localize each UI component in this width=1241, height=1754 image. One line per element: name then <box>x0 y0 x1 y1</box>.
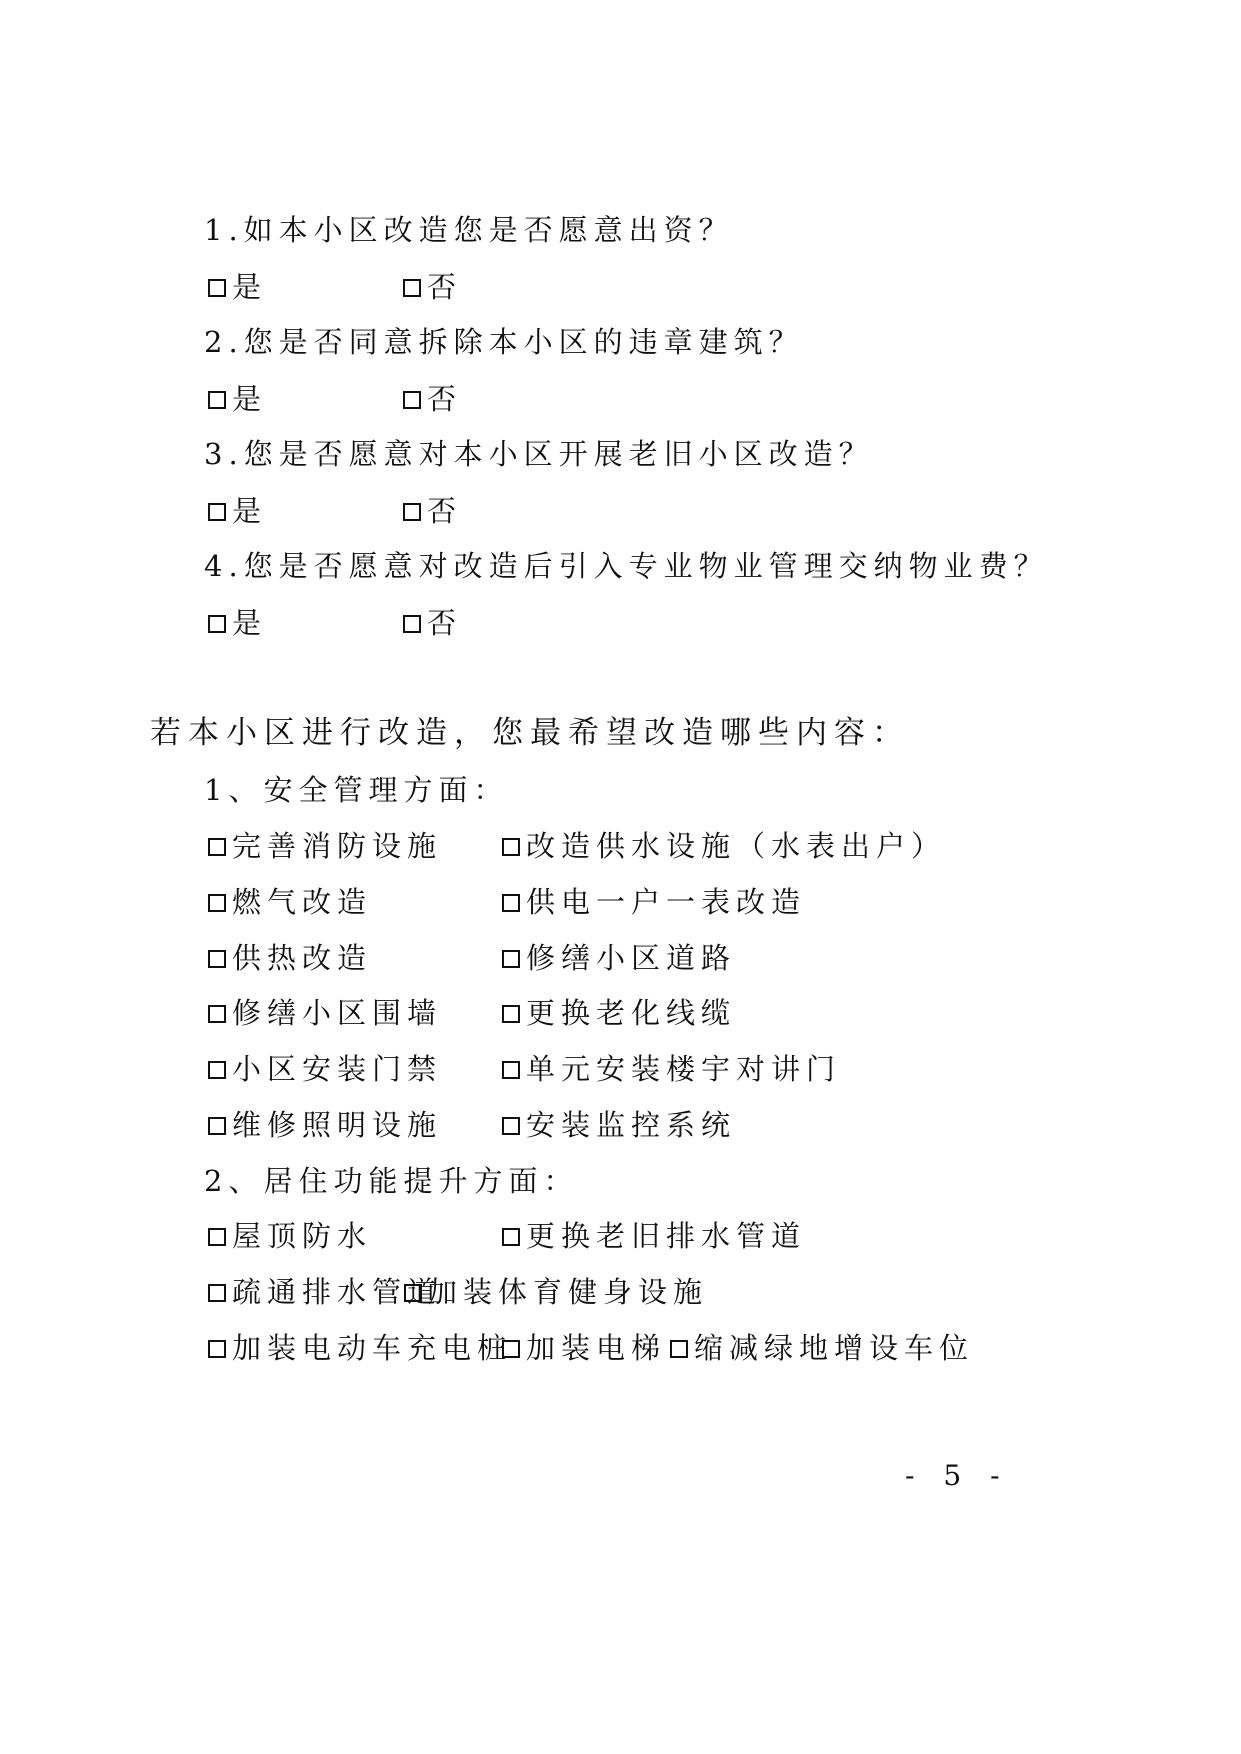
safety-option[interactable] <box>208 1052 443 1086</box>
option-label: 否 <box>427 494 463 528</box>
living-option[interactable] <box>670 1331 975 1365</box>
checkbox-icon[interactable] <box>502 894 520 912</box>
checkbox-icon[interactable] <box>502 1061 520 1079</box>
living-option[interactable] <box>208 1219 373 1253</box>
safety-option[interactable] <box>502 996 737 1030</box>
safety-option[interactable] <box>208 885 373 919</box>
q2-no-option[interactable] <box>403 382 463 416</box>
checkbox-icon[interactable] <box>502 950 520 968</box>
option-label: 维修照明设施 <box>232 1108 443 1142</box>
q1-yes-option[interactable] <box>208 270 268 304</box>
checkbox-icon[interactable] <box>208 503 226 521</box>
safety-option[interactable] <box>502 941 737 975</box>
option-label: 小区安装门禁 <box>232 1052 443 1086</box>
living-option[interactable] <box>502 1219 807 1253</box>
q3-yes-option[interactable] <box>208 494 268 528</box>
question-4: 4.您是否愿意对改造后引入专业物业管理交纳物业费？ <box>204 549 1049 583</box>
q1-no-option[interactable] <box>403 270 463 304</box>
checkbox-icon[interactable] <box>502 838 520 856</box>
living-option[interactable] <box>502 1331 667 1365</box>
safety-option[interactable] <box>208 996 443 1030</box>
q3-no-option[interactable] <box>403 494 463 528</box>
checkbox-icon[interactable] <box>502 1005 520 1023</box>
checkbox-icon[interactable] <box>208 838 226 856</box>
safety-option[interactable] <box>502 1052 842 1086</box>
checkbox-icon[interactable] <box>502 1228 520 1246</box>
checkbox-icon[interactable] <box>670 1340 688 1358</box>
checkbox-icon[interactable] <box>208 1117 226 1135</box>
safety-option[interactable] <box>502 885 807 919</box>
checkbox-icon[interactable] <box>502 1340 520 1358</box>
option-label: 否 <box>427 382 463 416</box>
checkbox-icon[interactable] <box>403 279 421 297</box>
checkbox-icon[interactable] <box>208 950 226 968</box>
option-label: 修缮小区围墙 <box>232 996 443 1030</box>
option-label: 完善消防设施 <box>232 829 443 863</box>
option-label: 缩减绿地增设车位 <box>694 1331 975 1365</box>
question-2: 2.您是否同意拆除本小区的违章建筑？ <box>204 325 804 359</box>
option-label: 是 <box>232 606 268 640</box>
option-label: 修缮小区道路 <box>526 941 737 975</box>
option-label: 否 <box>427 606 463 640</box>
option-label: 供热改造 <box>232 941 373 975</box>
safety-option[interactable] <box>502 829 947 863</box>
safety-option[interactable] <box>208 1108 443 1142</box>
checkbox-icon[interactable] <box>404 1284 422 1302</box>
checkbox-icon[interactable] <box>403 615 421 633</box>
option-label: 更换老旧排水管道 <box>526 1219 807 1253</box>
checkbox-icon[interactable] <box>208 1061 226 1079</box>
q4-yes-option[interactable] <box>208 606 268 640</box>
option-label: 是 <box>232 494 268 528</box>
option-label: 改造供水设施（水表出户） <box>526 829 947 863</box>
checkbox-icon[interactable] <box>403 503 421 521</box>
option-label: 燃气改造 <box>232 885 373 919</box>
checkbox-icon[interactable] <box>208 1284 226 1302</box>
checkbox-icon[interactable] <box>208 1005 226 1023</box>
checkbox-icon[interactable] <box>208 894 226 912</box>
safety-option[interactable] <box>502 1108 737 1142</box>
safety-option[interactable] <box>208 829 443 863</box>
question-3: 3.您是否愿意对本小区开展老旧小区改造？ <box>204 437 874 471</box>
option-label: 否 <box>427 270 463 304</box>
option-label: 加装体育健身设施 <box>428 1275 709 1309</box>
living-option[interactable] <box>404 1275 709 1309</box>
option-label: 是 <box>232 382 268 416</box>
option-label: 加装电梯 <box>526 1331 667 1365</box>
living-title: 2、居住功能提升方面： <box>204 1164 579 1198</box>
question-1: 1.如本小区改造您是否愿意出资？ <box>204 213 734 247</box>
option-label: 安装监控系统 <box>526 1108 737 1142</box>
checkbox-icon[interactable] <box>208 391 226 409</box>
checkbox-icon[interactable] <box>208 1228 226 1246</box>
checkbox-icon[interactable] <box>208 1340 226 1358</box>
option-label: 屋顶防水 <box>232 1219 373 1253</box>
section-heading: 若本小区进行改造，您最希望改造哪些内容： <box>150 715 910 751</box>
option-label: 单元安装楼宇对讲门 <box>526 1052 842 1086</box>
checkbox-icon[interactable] <box>208 615 226 633</box>
checkbox-icon[interactable] <box>208 279 226 297</box>
option-label: 供电一户一表改造 <box>526 885 807 919</box>
living-option[interactable] <box>208 1331 513 1365</box>
option-label: 更换老化线缆 <box>526 996 737 1030</box>
option-label: 是 <box>232 270 268 304</box>
q4-no-option[interactable] <box>403 606 463 640</box>
q2-yes-option[interactable] <box>208 382 268 416</box>
checkbox-icon[interactable] <box>403 391 421 409</box>
page-number: - 5 - <box>905 1459 1010 1492</box>
option-label: 加装电动车充电桩 <box>232 1331 513 1365</box>
option-label: 疏通排水管道 <box>232 1275 443 1309</box>
safety-title: 1、安全管理方面： <box>204 773 509 807</box>
safety-option[interactable] <box>208 941 373 975</box>
checkbox-icon[interactable] <box>502 1117 520 1135</box>
